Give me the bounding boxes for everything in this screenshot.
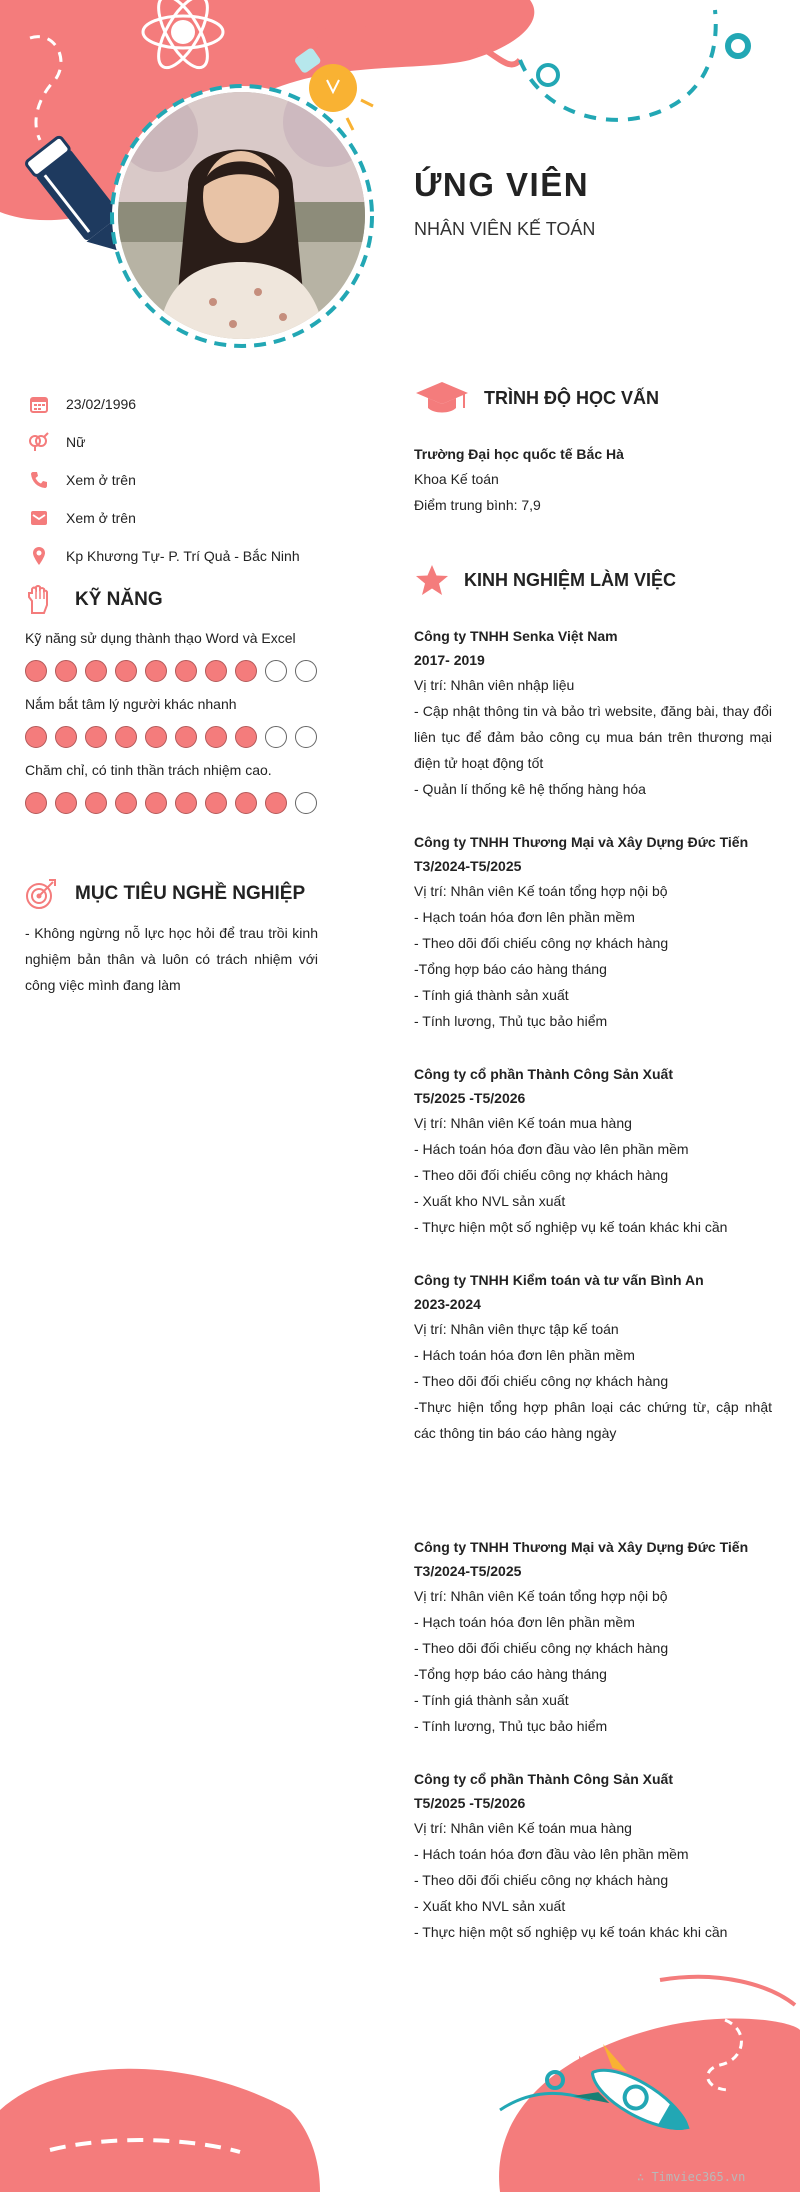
job-period: 2017- 2019 xyxy=(414,652,485,668)
location-icon xyxy=(28,545,50,567)
hand-icon xyxy=(25,584,51,616)
education-title: TRÌNH ĐỘ HỌC VẤN xyxy=(484,387,659,408)
rating-dot-filled xyxy=(115,660,137,682)
phone-icon xyxy=(28,469,50,491)
job-line: - Tính lương, Thủ tục bảo hiểm xyxy=(414,1013,608,1029)
footer-decoration xyxy=(0,1960,800,2192)
skills-title: KỸ NĂNG xyxy=(75,589,163,610)
target-icon xyxy=(25,878,57,910)
contact-email xyxy=(28,499,328,537)
job-entry xyxy=(414,1767,772,1945)
job-line: Vị trí: Nhân viên Kế toán tổng hợp nội bộ xyxy=(414,1588,668,1604)
job-line: - Tính giá thành sản xuất xyxy=(414,987,569,1003)
job-line: - Theo dõi đối chiếu công nợ khách hàng xyxy=(414,1640,669,1656)
job-line: Vị trí: Nhân viên thực tập kế toán xyxy=(414,1321,619,1337)
skill-label: Nắm bắt tâm lý người khác nhanh xyxy=(25,696,237,712)
contact-gender-text: Nữ xyxy=(66,434,86,450)
rating-dot-filled xyxy=(205,726,227,748)
email-icon xyxy=(28,507,50,529)
rating-dot-filled xyxy=(145,792,167,814)
rating-dot-filled xyxy=(25,660,47,682)
rating-dot-filled xyxy=(85,660,107,682)
experience-heading xyxy=(414,563,676,597)
rating-dot-filled xyxy=(175,726,197,748)
skills-list xyxy=(25,630,325,828)
contact-gender xyxy=(28,423,328,461)
skill-rating xyxy=(25,726,325,748)
experience-list-continued xyxy=(414,1535,772,1973)
skill-label: Kỹ năng sử dụng thành thạo Word và Excel xyxy=(25,630,296,646)
rating-dot-empty xyxy=(265,726,287,748)
job-entry xyxy=(414,1535,772,1739)
job-line: - Xuất kho NVL sản xuất xyxy=(414,1898,566,1914)
job-company: Công ty TNHH Senka Việt Nam xyxy=(414,628,618,644)
rating-dot-filled xyxy=(205,660,227,682)
rating-dot-empty xyxy=(295,660,317,682)
rating-dot-filled xyxy=(25,792,47,814)
objective-text: - Không ngừng nỗ lực học hỏi để trau trồi kinh nghiệm bản thân và luôn có trách nhiệm với công việc mình đang làm xyxy=(25,925,318,993)
contact-birthday-text: 23/02/1996 xyxy=(66,396,137,412)
skill-item xyxy=(25,630,325,682)
job-line: - Tính lương, Thủ tục bảo hiểm xyxy=(414,1718,608,1734)
education-block xyxy=(414,442,772,518)
job-period: T3/2024-T5/2025 xyxy=(414,858,522,874)
rating-dot-filled xyxy=(235,792,257,814)
header-decoration xyxy=(0,0,800,360)
job-line: - Hách toán hóa đơn đầu vào lên phần mềm xyxy=(414,1141,689,1157)
job-company: Công ty TNHH Thương Mại và Xây Dựng Đức Tiến xyxy=(414,1539,749,1555)
job-line: Vị trí: Nhân viên Kế toán mua hàng xyxy=(414,1820,632,1836)
skill-label: Chăm chỉ, có tinh thần trách nhiệm cao. xyxy=(25,762,272,778)
rating-dot-filled xyxy=(235,660,257,682)
job-company: Công ty cổ phần Thành Công Sản Xuất xyxy=(414,1771,673,1787)
job-line: - Theo dõi đối chiếu công nợ khách hàng xyxy=(414,935,669,951)
skills-heading xyxy=(25,584,163,616)
job-line: - Xuất kho NVL sản xuất xyxy=(414,1193,566,1209)
star-icon xyxy=(414,563,450,597)
skill-item xyxy=(25,762,325,814)
contact-birthday xyxy=(28,385,328,423)
skill-item xyxy=(25,696,325,748)
job-company: Công ty cổ phần Thành Công Sản Xuất xyxy=(414,1066,673,1082)
rating-dot-empty xyxy=(265,660,287,682)
job-period: 2023-2024 xyxy=(414,1296,481,1312)
rating-dot-filled xyxy=(85,726,107,748)
job-line: - Hạch toán hóa đơn lên phần mềm xyxy=(414,909,635,925)
objective-title: MỤC TIÊU NGHỀ NGHIỆP xyxy=(75,883,306,904)
rating-dot-empty xyxy=(295,792,317,814)
calendar-icon xyxy=(28,393,50,415)
candidate-position: NHÂN VIÊN KẾ TOÁN xyxy=(414,219,596,239)
profile-photo xyxy=(118,92,365,339)
job-entry xyxy=(414,624,772,802)
skill-rating xyxy=(25,660,325,682)
objective-heading xyxy=(25,878,305,910)
rating-dot-filled xyxy=(55,726,77,748)
job-line: - Theo dõi đối chiếu công nợ khách hàng xyxy=(414,1373,669,1389)
skill-rating xyxy=(25,792,325,814)
graduation-cap-icon xyxy=(414,380,470,416)
education-school: Trường Đại học quốc tế Bắc Hà xyxy=(414,446,624,462)
job-line: - Theo dõi đối chiếu công nợ khách hàng xyxy=(414,1167,669,1183)
candidate-name: ỨNG VIÊN xyxy=(414,166,590,203)
contact-address-text: Kp Khương Tự- P. Trí Quả - Bắc Ninh xyxy=(66,548,300,564)
job-line: - Hách toán hóa đơn đầu vào lên phần mềm xyxy=(414,1846,689,1862)
job-line: - Hạch toán hóa đơn lên phần mềm xyxy=(414,1614,635,1630)
rating-dot-filled xyxy=(115,792,137,814)
job-line: -Tổng hợp báo cáo hàng tháng xyxy=(414,1666,607,1682)
rating-dot-filled xyxy=(145,726,167,748)
job-period: T5/2025 -T5/2026 xyxy=(414,1090,526,1106)
contact-address xyxy=(28,537,328,575)
education-heading xyxy=(414,380,659,416)
job-line: Vị trí: Nhân viên Kế toán tổng hợp nội bộ xyxy=(414,883,668,899)
watermark: ∴ Timviec365.vn xyxy=(637,2170,746,2184)
job-line: - Hách toán hóa đơn lên phần mềm xyxy=(414,1347,635,1363)
job-company: Công ty TNHH Kiểm toán và tư vấn Bình An xyxy=(414,1272,704,1288)
job-line: - Tính giá thành sản xuất xyxy=(414,1692,569,1708)
job-entry xyxy=(414,1268,772,1446)
rating-dot-filled xyxy=(85,792,107,814)
rating-dot-filled xyxy=(25,726,47,748)
job-line: Vị trí: Nhân viên nhập liệu xyxy=(414,677,575,693)
rating-dot-filled xyxy=(205,792,227,814)
education-gpa: Điểm trung bình: 7,9 xyxy=(414,497,541,513)
job-entry xyxy=(414,1062,772,1240)
job-line: - Theo dõi đối chiếu công nợ khách hàng xyxy=(414,1872,669,1888)
education-major: Khoa Kế toán xyxy=(414,471,499,487)
job-period: T3/2024-T5/2025 xyxy=(414,1563,522,1579)
gender-icon xyxy=(28,431,50,453)
rating-dot-filled xyxy=(115,726,137,748)
experience-list xyxy=(414,624,772,1474)
job-entry xyxy=(414,830,772,1034)
job-period: T5/2025 -T5/2026 xyxy=(414,1795,526,1811)
contact-phone xyxy=(28,461,328,499)
rating-dot-filled xyxy=(175,660,197,682)
job-line: -Tổng hợp báo cáo hàng tháng xyxy=(414,961,607,977)
job-line: Vị trí: Nhân viên Kế toán mua hàng xyxy=(414,1115,632,1131)
rating-dot-empty xyxy=(295,726,317,748)
rating-dot-filled xyxy=(55,792,77,814)
footer-coral-blob-left xyxy=(0,2069,320,2192)
rating-dot-filled xyxy=(175,792,197,814)
job-company: Công ty TNHH Thương Mại và Xây Dựng Đức Tiến xyxy=(414,834,749,850)
rating-dot-filled xyxy=(265,792,287,814)
job-line: - Thực hiện một số nghiệp vụ kế toán khác khi cần xyxy=(414,1219,728,1235)
rating-dot-filled xyxy=(55,660,77,682)
contact-info xyxy=(28,385,328,575)
experience-title: KINH NGHIỆM LÀM VIỆC xyxy=(464,569,677,590)
job-line: -Thực hiện tổng hợp phân loại các chứng từ, cập nhật các thông tin báo cáo hàng ngày xyxy=(414,1399,772,1441)
job-line: - Thực hiện một số nghiệp vụ kế toán khác khi cần xyxy=(414,1924,728,1940)
job-line: - Quản lí thống kê hệ thống hàng hóa xyxy=(414,781,646,797)
contact-phone-text: Xem ở trên xyxy=(66,472,136,488)
job-line: - Cập nhật thông tin và bảo trì website, đăng bài, thay đổi liên tục để đảm bảo công cụ mua bán trên thương mại điện tử hoạt động tốt xyxy=(414,703,772,771)
rating-dot-filled xyxy=(235,726,257,748)
contact-email-text: Xem ở trên xyxy=(66,510,136,526)
rating-dot-filled xyxy=(145,660,167,682)
